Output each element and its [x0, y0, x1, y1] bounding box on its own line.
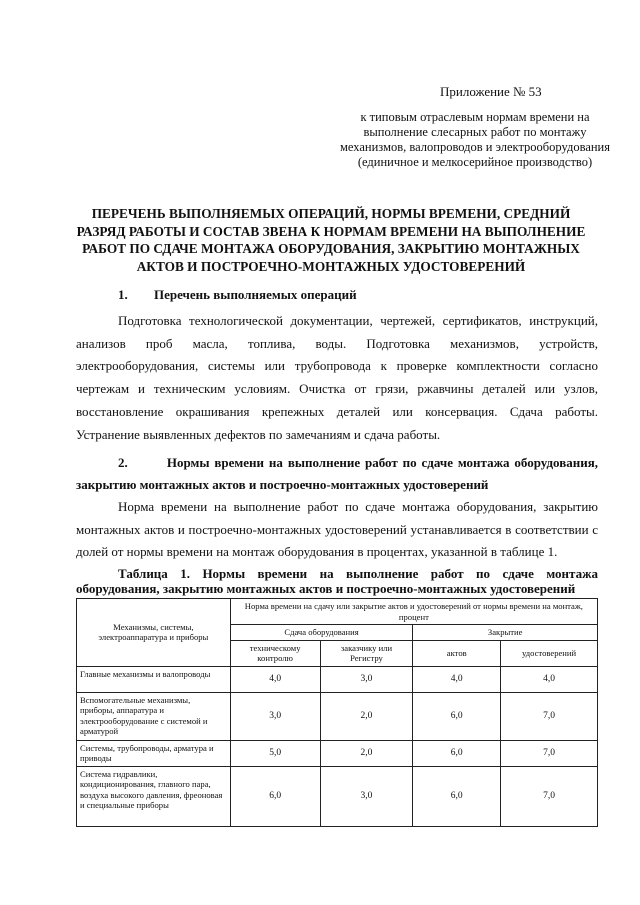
cell-customer: 3,0	[320, 666, 413, 692]
section-1-title: Перечень выполняемых операций	[154, 287, 357, 302]
cell-customer: 3,0	[320, 766, 413, 826]
section-1-text: Подготовка технологической документации, чертежей, сертификатов, инструкций, анализов проб масла, топлива, воды. Подготовка механизмов, устройств, электрооборудования, системы или трубопровода к проверке комплектности согласно чертежам и техническим условиям. Очистка от грязи, ржавчины деталей или узлов, восстановление окрашивания крепежных деталей или консервация. Сдача работы. Устранение выявленных дефектов по замечаниям и сдача работы.	[76, 313, 598, 442]
table-row	[77, 666, 598, 692]
document-title: ПЕРЕЧЕНЬ ВЫПОЛНЯЕМЫХ ОПЕРАЦИЙ, НОРМЫ ВРЕМЕНИ, СРЕДНИЙ РАЗРЯД РАБОТЫ И СОСТАВ ЗВЕНА К НОРМАМ ВРЕМЕНИ НА ВЫПОЛНЕНИЕ РАБОТ ПО СДАЧЕ МОНТАЖА ОБОРУДОВАНИЯ, ЗАКРЫТИЮ МОНТАЖНЫХ АКТОВ И ПОСТРОЕЧНО-МОНТАЖНЫХ УДОСТОВЕРЕНИЙ	[76, 206, 586, 274]
row-name: Вспомогательные механизмы, приборы, аппаратура и электрооборудование с системой и арматурой	[77, 692, 231, 740]
cell-customer: 2,0	[320, 692, 413, 740]
header-certificates: удостоверений	[501, 640, 598, 666]
header-norm: Норма времени на сдачу или закрытие актов и удостоверений от нормы времени на монтаж, процент	[230, 599, 597, 625]
section-1-heading	[118, 284, 357, 306]
cell-certificates: 7,0	[501, 740, 598, 766]
section-2-title: Нормы времени на выполнение работ по сдаче монтажа оборудования, закрытию монтажных актов и построечно-монтажных удостоверений	[76, 455, 598, 492]
table-row	[77, 766, 598, 826]
header-acts: актов	[413, 640, 501, 666]
header-customer: заказчику или Регистру	[320, 640, 413, 666]
cell-certificates: 4,0	[501, 666, 598, 692]
section-1-number: 1.	[118, 287, 128, 302]
norms-table	[76, 598, 598, 827]
row-name: Главные механизмы и валопроводы	[77, 666, 231, 692]
header-equipment: Механизмы, системы, электроаппаратура и приборы	[77, 599, 231, 667]
cell-acts: 4,0	[413, 666, 501, 692]
section-2-number: 2.	[118, 455, 128, 470]
row-name: Системы, трубопроводы, арматура и приводы	[77, 740, 231, 766]
table-row	[77, 692, 598, 740]
cell-customer: 2,0	[320, 740, 413, 766]
header-delivery: Сдача оборудования	[230, 625, 413, 641]
table-caption: Таблица 1. Нормы времени на выполнение работ по сдаче монтажа оборудования, закрытию монтажных актов и построечно-монтажных удостоверений	[76, 566, 598, 596]
cell-acts: 6,0	[413, 766, 501, 826]
cell-tech: 6,0	[230, 766, 320, 826]
cell-acts: 6,0	[413, 740, 501, 766]
header-closing: Закрытие	[413, 625, 598, 641]
cell-tech: 3,0	[230, 692, 320, 740]
section-2-heading	[76, 452, 598, 496]
cell-certificates: 7,0	[501, 766, 598, 826]
table-row	[77, 740, 598, 766]
header-tech-control: техническому контролю	[230, 640, 320, 666]
cell-tech: 4,0	[230, 666, 320, 692]
cell-acts: 6,0	[413, 692, 501, 740]
cell-tech: 5,0	[230, 740, 320, 766]
section-2-text: Норма времени на выполнение работ по сдаче монтажа оборудования, закрытию монтажных актов и построечно-монтажных удостоверений устанавливается в соответствии с долей от нормы времени на монтаж оборудования в процентах, указанной в таблице 1.	[76, 499, 598, 560]
row-name: Система гидравлики, кондиционирования, главного пара, воздуха высокого давления, фреоновая и специальные приборы	[77, 766, 231, 826]
cell-certificates: 7,0	[501, 692, 598, 740]
annex-note: к типовым отраслевым нормам времени на выполнение слесарных работ по монтажу механизмов, валопроводов и электрооборудования (единичное и мелкосерийное производство)	[340, 110, 610, 169]
annex-number: Приложение № 53	[440, 84, 542, 99]
